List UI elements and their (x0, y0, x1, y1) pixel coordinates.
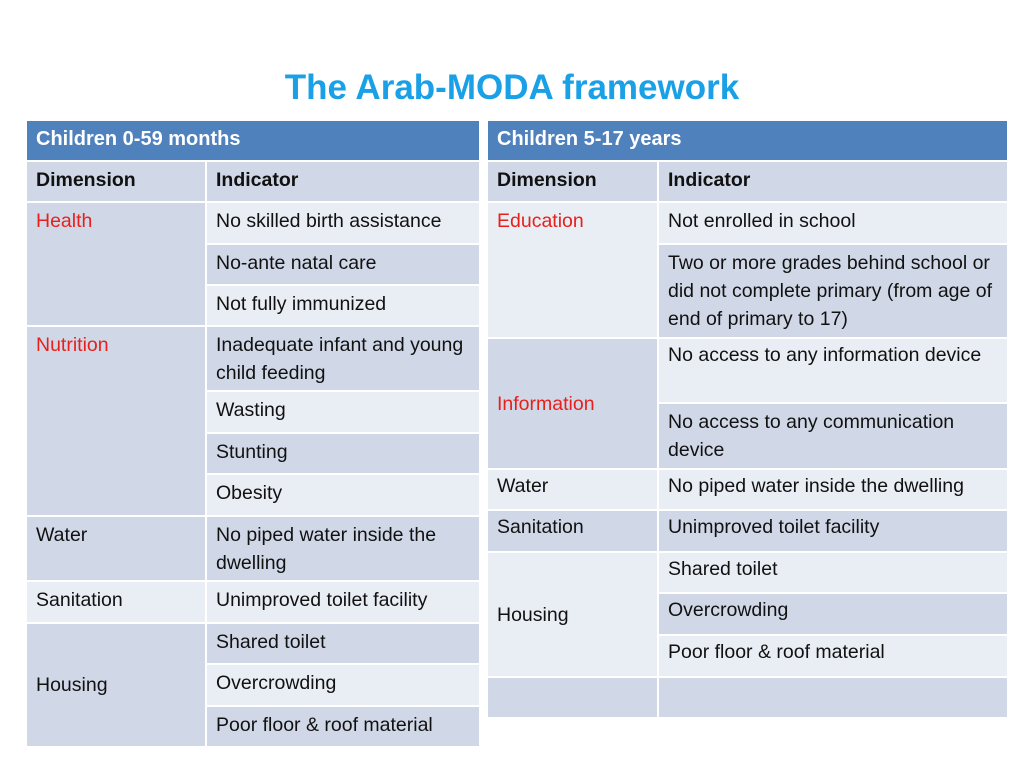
indicator-cell: Overcrowding (206, 664, 480, 706)
empty-indicator-cell (658, 677, 1008, 718)
dimension-cell-education: Education (487, 202, 658, 338)
table-row (487, 202, 1008, 244)
table-row-empty (487, 677, 1008, 718)
indicator-cell: Obesity (206, 474, 480, 516)
indicator-cell: Poor floor & roof material (206, 706, 480, 747)
table-row (487, 552, 1008, 593)
indicator-cell: Unimproved toilet facility (206, 581, 480, 623)
indicator-cell: No access to any communication device (658, 403, 1008, 469)
dimension-cell-housing: Housing (26, 623, 206, 747)
indicator-cell: No piped water inside the dwelling (658, 469, 1008, 510)
indicator-cell: No piped water inside the dwelling (206, 516, 480, 581)
indicator-cell: Unimproved toilet facility (658, 510, 1008, 552)
right-table-children-5-17 (486, 119, 1009, 719)
column-header-indicator: Indicator (206, 161, 480, 202)
table-header-title: Children 0-59 months (26, 120, 480, 161)
column-header-dimension: Dimension (26, 161, 206, 202)
table-header-title: Children 5-17 years (487, 120, 1008, 161)
dimension-cell-housing: Housing (487, 552, 658, 677)
table-row (487, 510, 1008, 552)
indicator-cell: No access to any information device (658, 338, 1008, 403)
column-header-dimension: Dimension (487, 161, 658, 202)
indicator-cell: Wasting (206, 391, 480, 433)
table-row (26, 623, 480, 664)
table-row (26, 202, 480, 244)
table-row (26, 516, 480, 581)
table-row (26, 581, 480, 623)
indicator-cell: No skilled birth assistance (206, 202, 480, 244)
indicator-cell: Two or more grades behind school or did not complete primary (from age of end of primary to 17) (658, 244, 1008, 338)
empty-dimension-cell (487, 677, 658, 718)
left-table-children-0-59 (25, 119, 481, 748)
dimension-cell-sanitation: Sanitation (487, 510, 658, 552)
column-header-row (487, 161, 1008, 202)
table-row (26, 326, 480, 391)
indicator-cell: Poor floor & roof material (658, 635, 1008, 677)
dimension-cell-nutrition: Nutrition (26, 326, 206, 516)
indicator-cell: Stunting (206, 433, 480, 474)
table-header-row (26, 120, 480, 161)
dimension-cell-health: Health (26, 202, 206, 326)
indicator-cell: No-ante natal care (206, 244, 480, 285)
indicator-cell: Inadequate infant and young child feeding (206, 326, 480, 391)
dimension-cell-water: Water (487, 469, 658, 510)
indicator-cell: Shared toilet (206, 623, 480, 664)
indicator-cell: Shared toilet (658, 552, 1008, 593)
dimension-cell-information: Information (487, 338, 658, 469)
indicator-cell: Overcrowding (658, 593, 1008, 635)
indicator-cell: Not fully immunized (206, 285, 480, 326)
table-row (487, 338, 1008, 403)
dimension-cell-water: Water (26, 516, 206, 581)
table-row (487, 469, 1008, 510)
dimension-cell-sanitation: Sanitation (26, 581, 206, 623)
column-header-row (26, 161, 480, 202)
table-header-row (487, 120, 1008, 161)
page-title: The Arab-MODA framework (284, 68, 740, 107)
column-header-indicator: Indicator (658, 161, 1008, 202)
indicator-cell: Not enrolled in school (658, 202, 1008, 244)
